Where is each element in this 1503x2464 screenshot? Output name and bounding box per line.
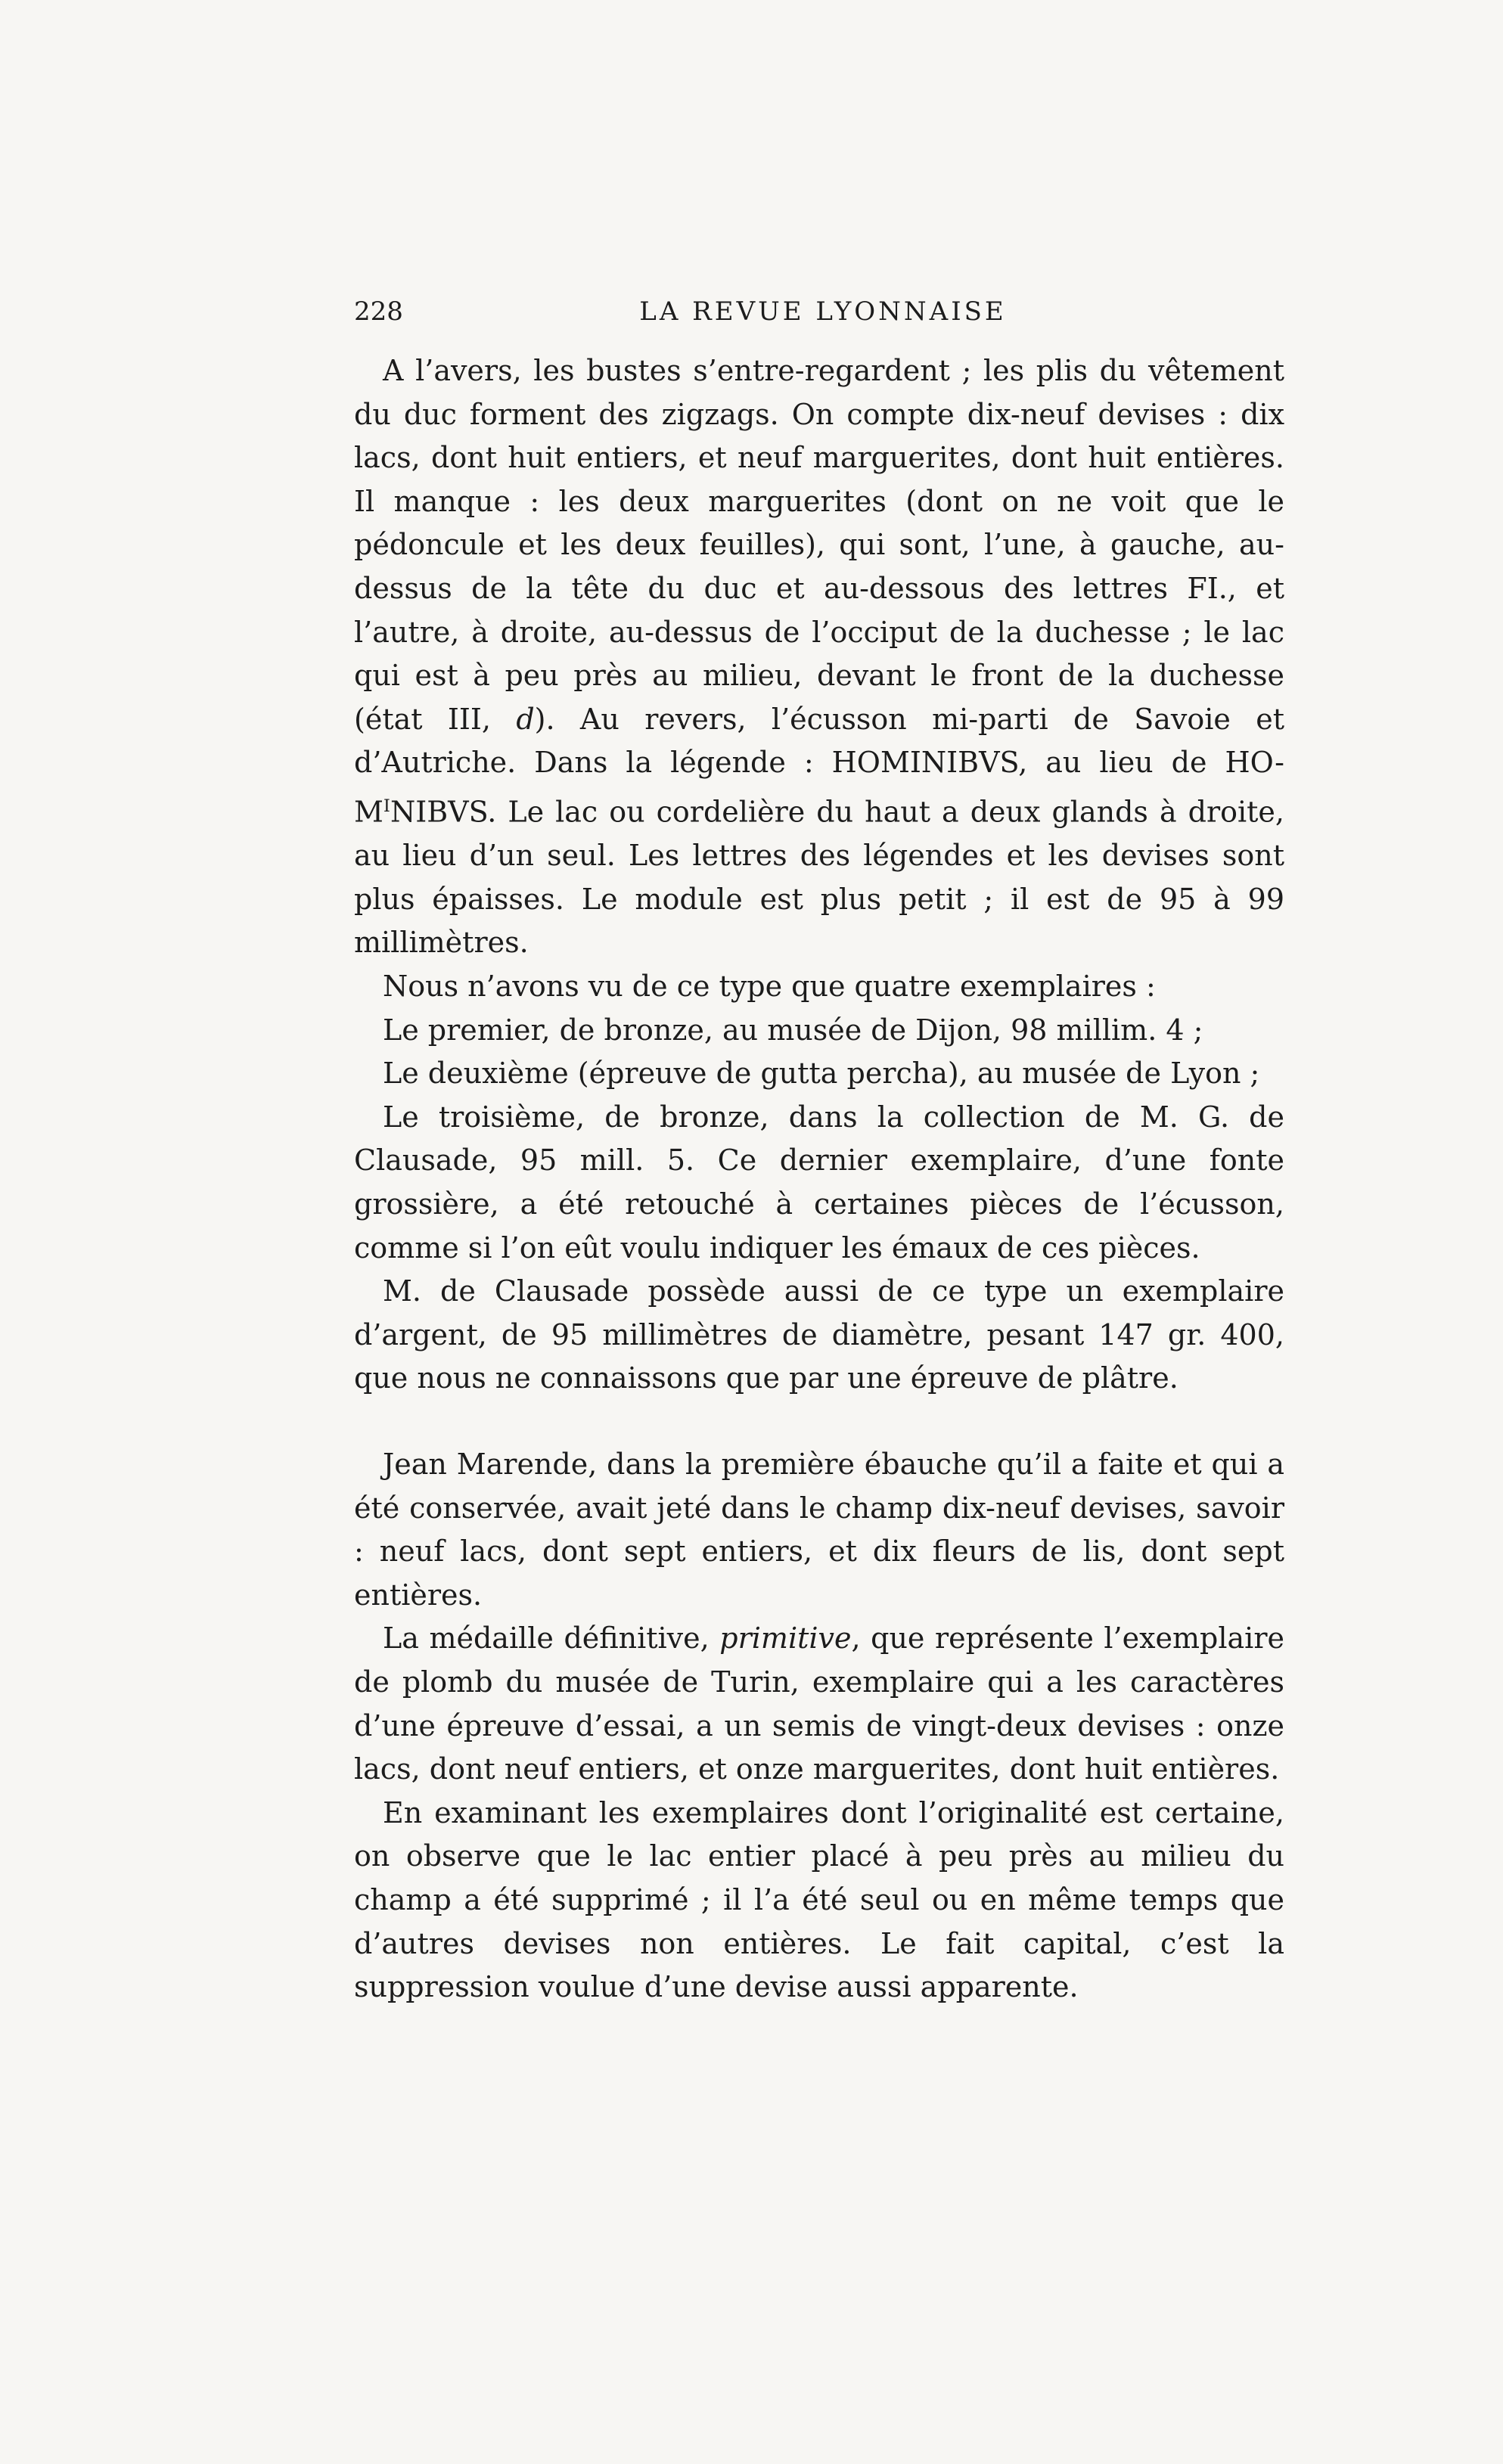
italic-text: primitive xyxy=(719,1621,852,1656)
paragraph-text: La médaille définitive, xyxy=(383,1621,720,1656)
paragraph-text: , que représente l’exemplaire de plomb du musée de Turin, exemplaire qui a les caractères d’une épreuve d’essai, a un semis de vingt-deux devises : onze lacs, dont neuf entiers, et onze marguerites, dont huit entières. xyxy=(354,1621,1284,1786)
section-two-text xyxy=(354,1443,1284,2009)
page-number: 228 xyxy=(354,296,403,327)
superscript-text: I xyxy=(383,796,390,816)
paragraph-text: NIBVS. Le lac ou cordelière du haut a deux glands à droite, au lieu d’un seul. Les lettres des légendes et les devises sont plus épaisses. Le module est plus petit ; il est de 95 à 99 millimètres. xyxy=(354,795,1284,960)
paragraph xyxy=(354,349,1284,965)
paragraph: Le premier, de bronze, au musée de Dijon, 98 millim. 4 ; xyxy=(383,1013,1203,1047)
paragraph: Le deuxième (épreuve de gutta percha), au musée de Lyon ; xyxy=(383,1057,1260,1091)
page-header xyxy=(354,296,1284,333)
paragraph: M. de Clausade possède aussi de ce type un exemplaire d’argent, de 95 millimètres de diamètre, pesant 147 gr. 400, que nous ne connaissons que par une épreuve de plâtre. xyxy=(354,1274,1284,1395)
paragraph: Jean Marende, dans la première ébauche qu’il a faite et qui a été conservée, avait jeté dans le champ dix-neuf devises, savoir : neuf lacs, dont sept entiers, et dix fleurs de lis, dont sept entières. xyxy=(354,1448,1284,1612)
paragraph-text: ). Au revers, l’écusson mi-parti de Savoie et d’Autriche. Dans la légende : HOMINIBVS, au lieu de HO-M xyxy=(354,702,1285,829)
paragraph: Nous n’avons vu de ce type que quatre exemplaires : xyxy=(383,969,1156,1003)
paragraph: En examinant les exemplaires dont l’originalité est certaine, on observe que le lac entier placé à peu près au milieu du champ a été supprimé ; il l’a été seul ou en même temps que d’autres devises non entières. Le fait capital, c’est la suppression voulue d’une devise aussi apparente. xyxy=(354,1795,1284,2004)
paragraph: Le troisième, de bronze, dans la collection de M. G. de Clausade, 95 mill. 5. Ce dernier exemplaire, d’une fonte grossière, a été retouché à certaines pièces de l’écusson, comme si l’on eût voulu indiquer les émaux de ces pièces. xyxy=(354,1100,1284,1265)
paragraph-text: A l’avers, les bustes s’entre-regardent ; les plis du vêtement du duc forment des zigzags. On compte dix-neuf devises : dix lacs, dont huit entiers, et neuf marguerites, dont huit entières. Il manque : les deux marguerites (dont on ne voit que le pédoncule et les deux feuilles), qui sont, l’une, à gauche, au-dessus de la tête du duc et au-dessous des lettres FI., et l’autre, à droite, au-dessus de l’occiput de la duchesse ; le lac qui est à peu près au milieu, devant le front de la duchesse (état III, xyxy=(354,354,1284,736)
running-title: LA REVUE LYONNAISE xyxy=(639,296,1007,327)
section-one-text xyxy=(354,349,1284,1401)
paragraph xyxy=(354,1617,1284,1791)
italic-text: d xyxy=(516,702,535,736)
